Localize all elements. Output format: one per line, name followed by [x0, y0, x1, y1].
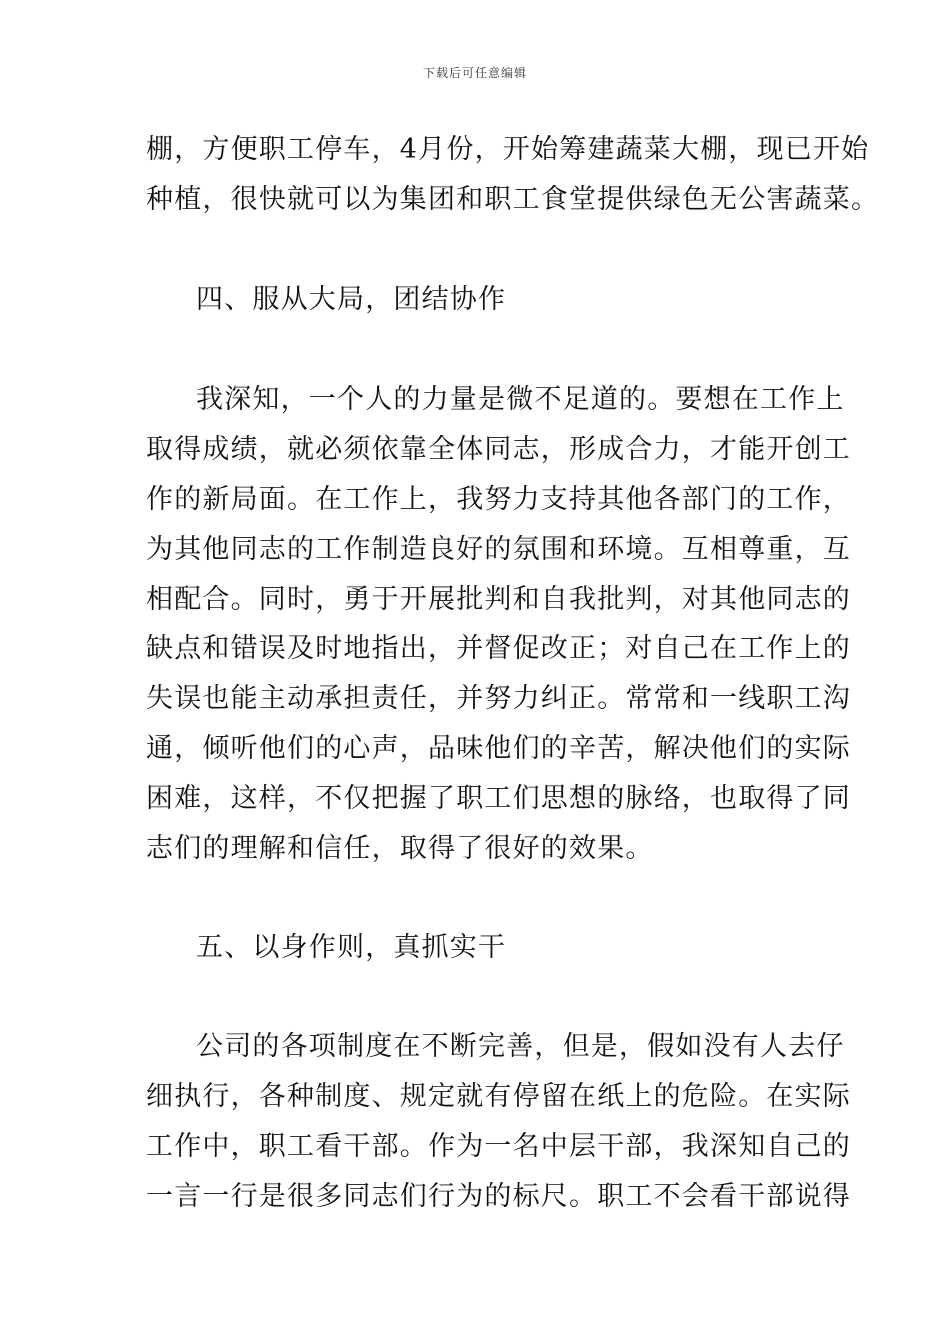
text-line: 缺点和错误及时地指出，并督促改正；对自己在工作上的 — [146, 633, 851, 664]
text-line: 为其他同志的工作制造良好的氛围和环境。互相尊重，互 — [146, 534, 851, 565]
text-line: 取得成绩，就必须依靠全体同志，形成合力，才能开创工 — [146, 434, 851, 465]
section-heading: 五、以身作则，真抓实干 — [196, 932, 507, 963]
text-line: 作的新局面。在工作上，我努力支持其他各部门的工作， — [146, 484, 851, 515]
text-line: 通，倾听他们的心声，品味他们的辛苦，解决他们的实际 — [146, 733, 851, 764]
page-header: 下载后可任意编辑 — [422, 66, 527, 80]
text-line: 一言一行是很多同志们行为的标尺。职工不会看干部说得 — [146, 1181, 851, 1212]
text-line: 工作中，职工看干部。作为一名中层干部，我深知自己的 — [146, 1131, 851, 1162]
text-line: 困难，这样，不仅把握了职工们思想的脉络，也取得了同 — [146, 783, 851, 814]
section-heading: 四、服从大局，团结协作 — [196, 284, 507, 315]
text-line: 相配合。同时，勇于开展批判和自我批判，对其他同志的 — [146, 584, 851, 615]
text-line: 种植，很快就可以为集团和职工食堂提供绿色无公害蔬菜。 — [146, 184, 880, 215]
text-line: 志们的理解和信任，取得了很好的效果。 — [146, 833, 654, 864]
text-line: 失误也能主动承担责任，并努力纠正。常常和一线职工沟 — [146, 683, 851, 714]
text-line: 棚，方便职工停车，4月份，开始筹建蔬菜大棚，现已开始 — [146, 134, 870, 165]
text-line: 细执行，各种制度、规定就有停留在纸上的危险。在实际 — [146, 1081, 851, 1112]
text-line: 我深知，一个人的力量是微不足道的。要想在工作上 — [196, 384, 845, 415]
text-line: 公司的各项制度在不断完善，但是，假如没有人去仔 — [196, 1031, 845, 1062]
